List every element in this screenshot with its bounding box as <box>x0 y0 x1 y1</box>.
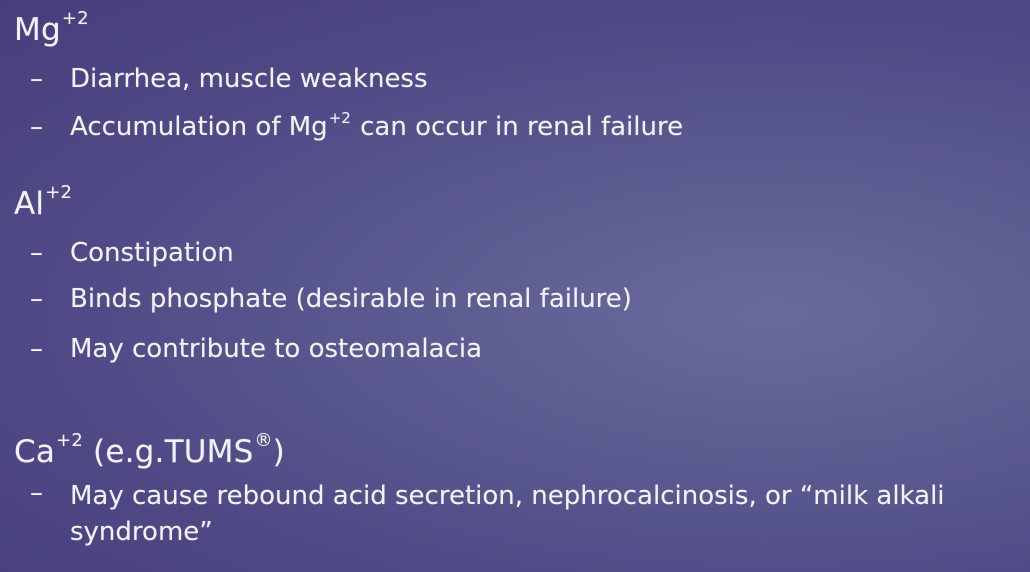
heading-mg: $Mg^{+2}$ <box>14 8 89 48</box>
bullet-al-phosphate: – Binds phosphate (desirable in renal failure) <box>30 284 632 314</box>
bullet-al-constipation: – Constipation <box>30 238 234 268</box>
dash-marker: – <box>30 334 43 364</box>
dash-marker: – <box>30 478 43 508</box>
bullet-ca-rebound: – May cause rebound acid secretion, nephrocalcinosis, or “milk alkali syndrome” <box>30 478 945 547</box>
bullet-al-osteomalacia: – May contribute to osteomalacia <box>30 334 483 364</box>
bullet-mg-accumulation: – Accumulation of $Mg^{+2}$ can occur in renal failure <box>30 109 684 142</box>
heading-al: $Al^{+2}$ <box>14 182 73 222</box>
heading-ca: $Ca^{+2}$ (e.g.TUMS®) <box>14 430 285 470</box>
bullet-mg-diarrhea: – Diarrhea, muscle weakness <box>30 64 428 94</box>
dash-marker: – <box>30 64 43 94</box>
dash-marker: – <box>30 238 43 268</box>
dash-marker: – <box>30 284 43 314</box>
dash-marker: – <box>30 112 43 142</box>
